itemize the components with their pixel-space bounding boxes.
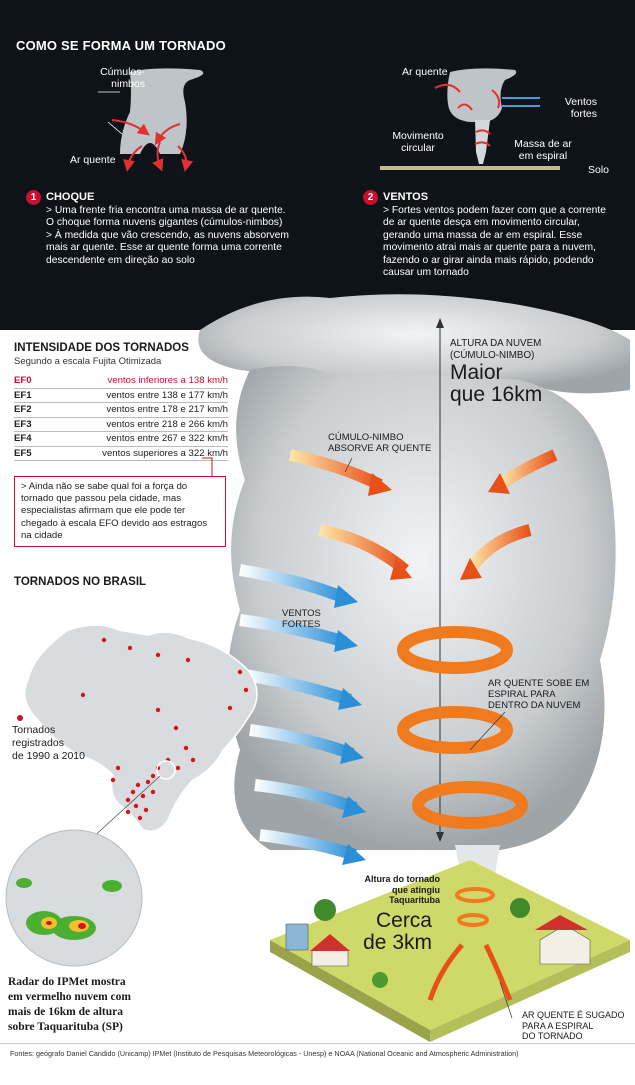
table-row — [14, 417, 228, 432]
radar-image — [4, 828, 144, 968]
label-cumulos-nimbos: Cúmulos- nimbos — [100, 66, 145, 90]
label-altura-nuvem: ALTURA DA NUVEM (CÚMULO-NIMBO) — [450, 338, 542, 361]
desc-cell: ventos entre 218 e 266 km/h — [58, 417, 228, 432]
step1-text: > Uma frente fria encontra uma massa de ar quente. O choque forma nuvens gigantes (cúmulos-nimbos) > À medida que vão crescendo, as nuvens absorvem mais ar quente. Esse ar quente forma uma corrente descendente em direção ao solo — [46, 205, 289, 266]
label-espiral: AR QUENTE SOBE EM ESPIRAL PARA DENTRO DA NUVEM — [488, 678, 590, 711]
right-tornado-diagram — [380, 60, 600, 180]
desc-cell: ventos entre 267 e 322 km/h — [58, 432, 228, 447]
footer-divider — [0, 1043, 635, 1044]
desc-cell: ventos inferiores a 138 km/h — [58, 374, 228, 388]
label-ventos-fortes-top: Ventos fortes — [564, 96, 597, 120]
table-row — [14, 446, 228, 461]
intensity-table — [14, 374, 228, 461]
tree — [314, 899, 336, 921]
label-altura-tornado: Altura do tornado que atingiu Taquarituba — [364, 874, 440, 905]
level-cell: EF4 — [14, 432, 58, 447]
small-tornado-cloud — [447, 68, 516, 122]
label-ventos-fortes: VENTOS FORTES — [282, 608, 321, 630]
label-solo: Solo — [588, 164, 610, 176]
intensity-title: INTENSIDADE DOS TORNADOS — [14, 342, 189, 354]
table-row — [14, 403, 228, 418]
step1-number: 1 — [26, 190, 41, 205]
desc-cell: ventos entre 138 e 177 km/h — [58, 388, 228, 403]
desc-cell: ventos superiores a 322 km/h — [58, 446, 228, 461]
desc-cell: ventos entre 178 e 217 km/h — [58, 403, 228, 418]
step2-title: VENTOS — [383, 191, 429, 203]
table-row — [14, 432, 228, 447]
footer-sources: Fontes: geógrafo Daniel Candido (Unicamp) IPMet (Instituto de Pesquisas Meteorológicas - Unesp) e NOAA (National Oceanic and Atmospheric Administration) — [10, 1049, 519, 1058]
step2-text: > Fortes ventos podem fazer com que a corrente de ar quente desça em movimento circular, gerando uma massa de ar em espiral. Esse movimento atrai mais ar quente para a nuvem, fazendo o ar girar ainda mais rápido, podendo causar um tornado — [383, 205, 606, 279]
label-ar-quente-left: Ar quente — [70, 154, 116, 166]
intensity-subtitle: Segundo a escala Fujita Otimizada — [14, 356, 162, 367]
label-ar-quente-right: Ar quente — [402, 66, 448, 78]
value-altura-tornado: Cerca de 3km — [363, 909, 432, 954]
label-massa-de-ar: Massa de ar em espiral — [514, 138, 572, 162]
building — [286, 924, 308, 950]
level-cell: EF2 — [14, 403, 58, 418]
step1-title: CHOQUE — [46, 191, 95, 203]
table-row — [14, 388, 228, 403]
level-cell: EF3 — [14, 417, 58, 432]
table-row — [14, 374, 228, 388]
brazil-map — [8, 600, 268, 840]
label-absorve: CÚMULO-NIMBO ABSORVE AR QUENTE — [328, 432, 432, 454]
level-cell: EF1 — [14, 388, 58, 403]
step2-number: 2 — [363, 190, 378, 205]
label-movimento-circular: Movimento circular — [392, 130, 444, 154]
value-altura-nuvem: Maior que 16km — [450, 361, 543, 406]
level-cell: EF5 — [14, 446, 58, 461]
label-sugado: AR QUENTE É SUGADO PARA A ESPIRAL DO TORNADO — [522, 1010, 625, 1041]
map-legend: Tornados registrados de 1990 a 2010 — [12, 724, 85, 762]
level-cell: EF0 — [14, 374, 58, 388]
intensity-note: > Ainda não se sabe qual foi a força do tornado que passou pela cidade, mas especialistas afirmam que ele pode ter chegado à escala EFO devido aos estragos na cidade — [14, 476, 226, 547]
main-title: COMO SE FORMA UM TORNADO — [16, 38, 226, 53]
radar-caption: Radar do IPMet mostra em vermelho nuvem com mais de 16km de altura sobre Taquarituba (SP) — [8, 976, 131, 1033]
brazil-title: TORNADOS NO BRASIL — [14, 576, 147, 588]
